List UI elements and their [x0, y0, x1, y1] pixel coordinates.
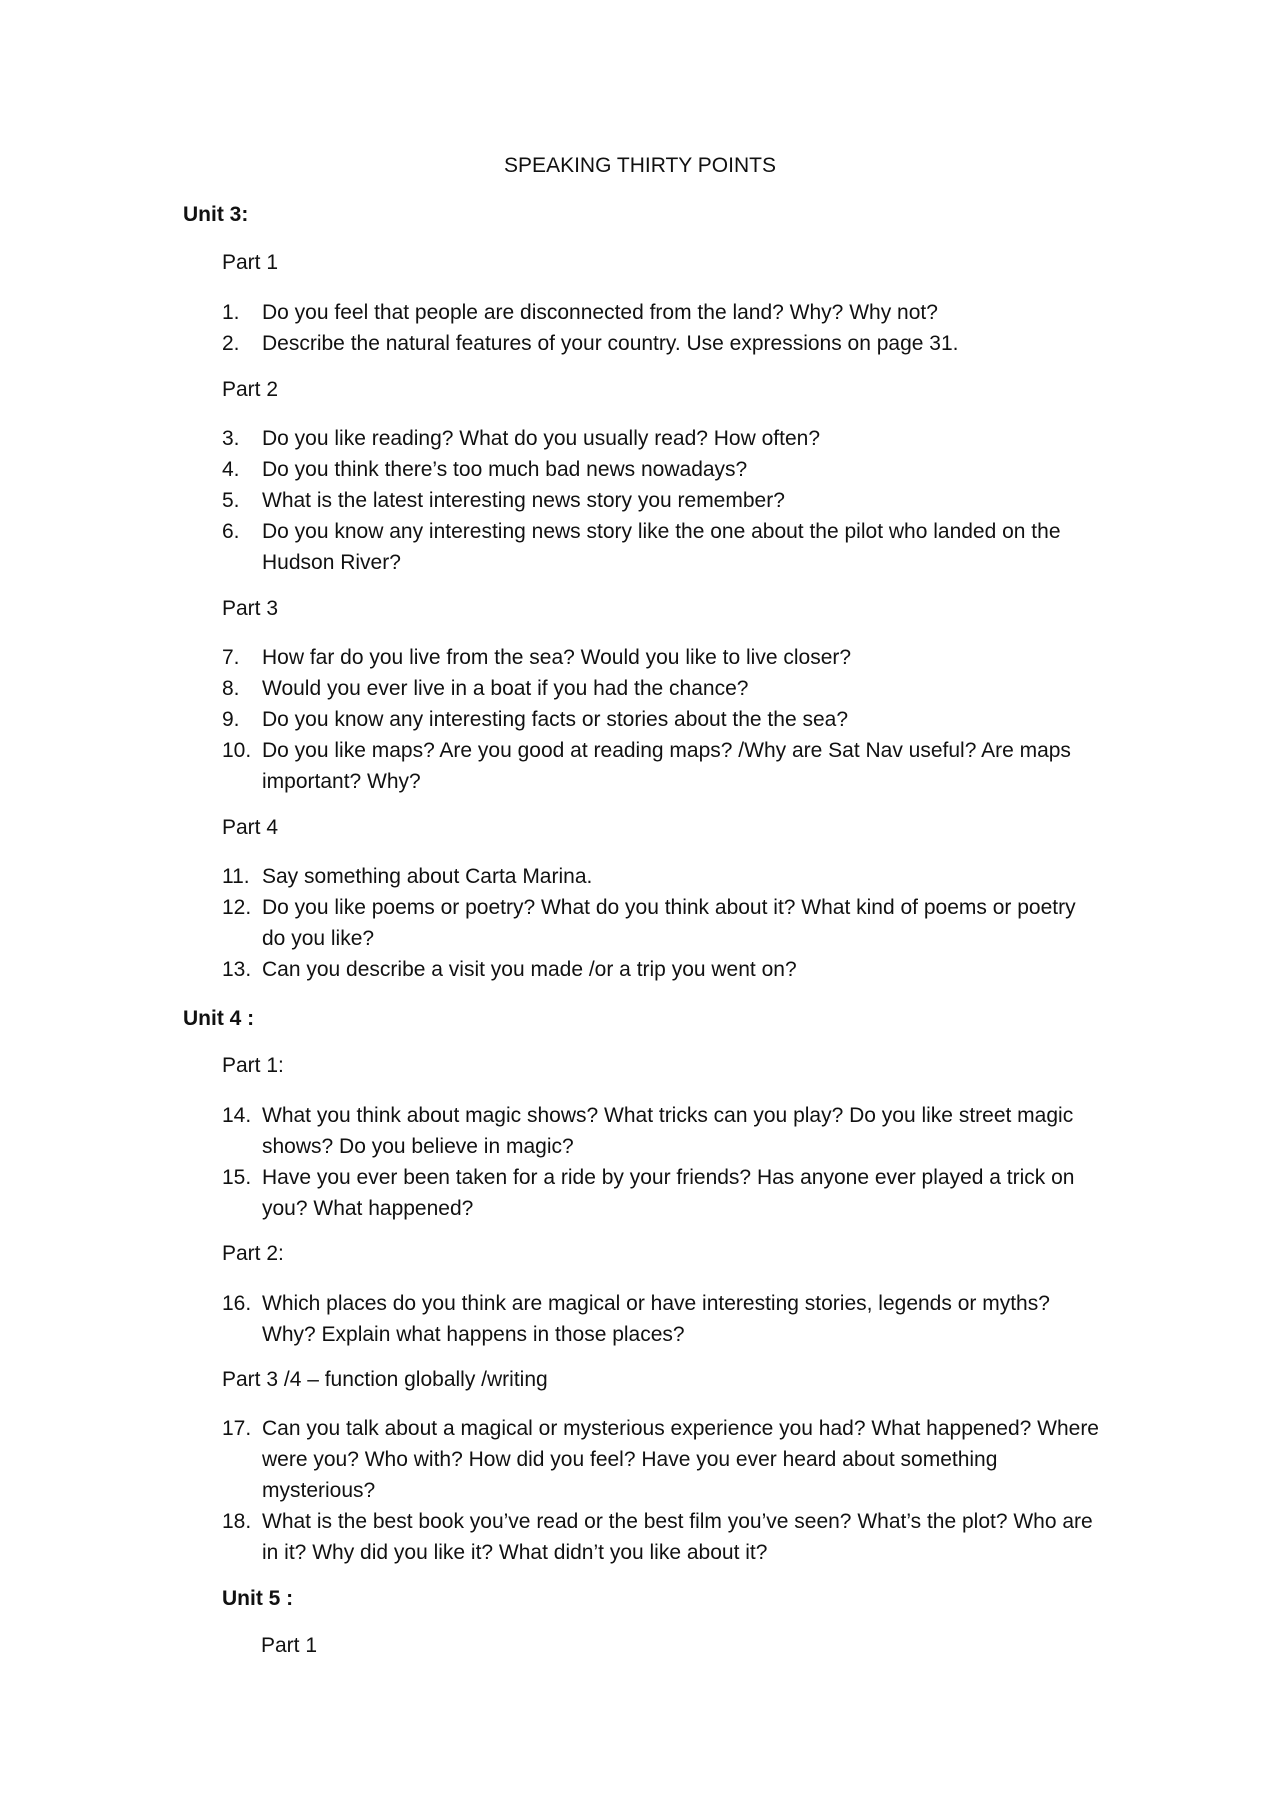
list-item: [222, 1413, 1102, 1506]
question-list: [222, 423, 1102, 578]
list-item: [222, 735, 1102, 797]
unit-heading: Unit 4 :: [183, 1007, 255, 1030]
part-heading: Part 3: [222, 597, 279, 620]
question-text: Say something about Carta Marina.: [262, 865, 593, 888]
question-number: 11.: [222, 865, 250, 888]
list-item: [222, 1162, 1102, 1224]
unit-heading: Unit 5 :: [222, 1587, 294, 1610]
question-number: 6.: [222, 520, 240, 543]
part-heading: Part 4: [222, 816, 279, 839]
question-list: [222, 1100, 1102, 1224]
list-item: [222, 954, 1102, 985]
question-list: [222, 1288, 1102, 1350]
list-item: [222, 704, 1102, 735]
question-text: Do you like maps? Are you good at reading maps? /Why are Sat Nav useful? Are maps important? Why?: [262, 739, 1071, 793]
question-text: Can you describe a visit you made /or a trip you went on?: [262, 958, 797, 981]
question-number: 1.: [222, 301, 240, 324]
question-list: [222, 297, 1102, 359]
question-number: 18.: [222, 1510, 252, 1533]
list-item: [222, 892, 1102, 954]
question-text: Would you ever live in a boat if you had the chance?: [262, 677, 749, 700]
question-text: Do you like poems or poetry? What do you think about it? What kind of poems or poetry do you like?: [262, 896, 1076, 950]
list-item: [222, 516, 1102, 578]
part-heading: Part 1: [222, 251, 279, 274]
question-text: Can you talk about a magical or mysterious experience you had? What happened? Where were you? Who with? How did you feel? Have you ever heard about something mysterious?: [262, 1417, 1099, 1502]
question-number: 8.: [222, 677, 240, 700]
list-item: [222, 454, 1102, 485]
part-heading: Part 2:: [222, 1242, 284, 1265]
list-item: [222, 423, 1102, 454]
list-item: [222, 485, 1102, 516]
question-list: [222, 642, 1102, 797]
list-item: [222, 1506, 1102, 1568]
list-item: [222, 297, 1102, 328]
part-heading: Part 2: [222, 378, 279, 401]
question-text: Do you know any interesting news story like the one about the pilot who landed on the Hudson River?: [262, 520, 1061, 574]
question-text: What is the latest interesting news story you remember?: [262, 489, 785, 512]
question-text: Describe the natural features of your country. Use expressions on page 31.: [262, 332, 959, 355]
question-text: What you think about magic shows? What tricks can you play? Do you like street magic shows? Do you believe in magic?: [262, 1104, 1074, 1158]
question-text: How far do you live from the sea? Would you like to live closer?: [262, 646, 852, 669]
question-number: 13.: [222, 958, 252, 981]
question-number: 2.: [222, 332, 240, 355]
question-number: 4.: [222, 458, 240, 481]
question-list: [222, 861, 1102, 985]
question-number: 17.: [222, 1417, 252, 1440]
question-number: 14.: [222, 1104, 252, 1127]
question-number: 5.: [222, 489, 240, 512]
list-item: [222, 1288, 1102, 1350]
question-list: [222, 1413, 1102, 1568]
question-text: Do you know any interesting facts or stories about the the sea?: [262, 708, 849, 731]
list-item: [222, 1100, 1102, 1162]
question-text: Have you ever been taken for a ride by your friends? Has anyone ever played a trick on you? What happened?: [262, 1166, 1075, 1220]
question-number: 12.: [222, 896, 252, 919]
list-item: [222, 673, 1102, 704]
unit-heading: Unit 3:: [183, 203, 249, 226]
question-number: 3.: [222, 427, 240, 450]
page-title: SPEAKING THIRTY POINTS: [504, 154, 776, 177]
list-item: [222, 642, 1102, 673]
list-item: [222, 861, 1102, 892]
question-number: 10.: [222, 739, 252, 762]
part-heading: Part 1:: [222, 1054, 284, 1077]
question-text: Do you think there’s too much bad news nowadays?: [262, 458, 748, 481]
question-text: Which places do you think are magical or have interesting stories, legends or myths? Why? Explain what happens in those places?: [262, 1292, 1050, 1346]
question-text: Do you like reading? What do you usually read? How often?: [262, 427, 820, 450]
question-number: 15.: [222, 1166, 252, 1189]
part-heading: Part 3 /4 – function globally /writing: [222, 1368, 548, 1391]
question-text: Do you feel that people are disconnected from the land? Why? Why not?: [262, 301, 938, 324]
part-heading: Part 1: [261, 1634, 318, 1657]
question-number: 16.: [222, 1292, 252, 1315]
question-text: What is the best book you’ve read or the best film you’ve seen? What’s the plot? Who are in it? Why did you like it? What didn’t you like about it?: [262, 1510, 1093, 1564]
list-item: [222, 328, 1102, 359]
question-number: 9.: [222, 708, 240, 731]
question-number: 7.: [222, 646, 240, 669]
